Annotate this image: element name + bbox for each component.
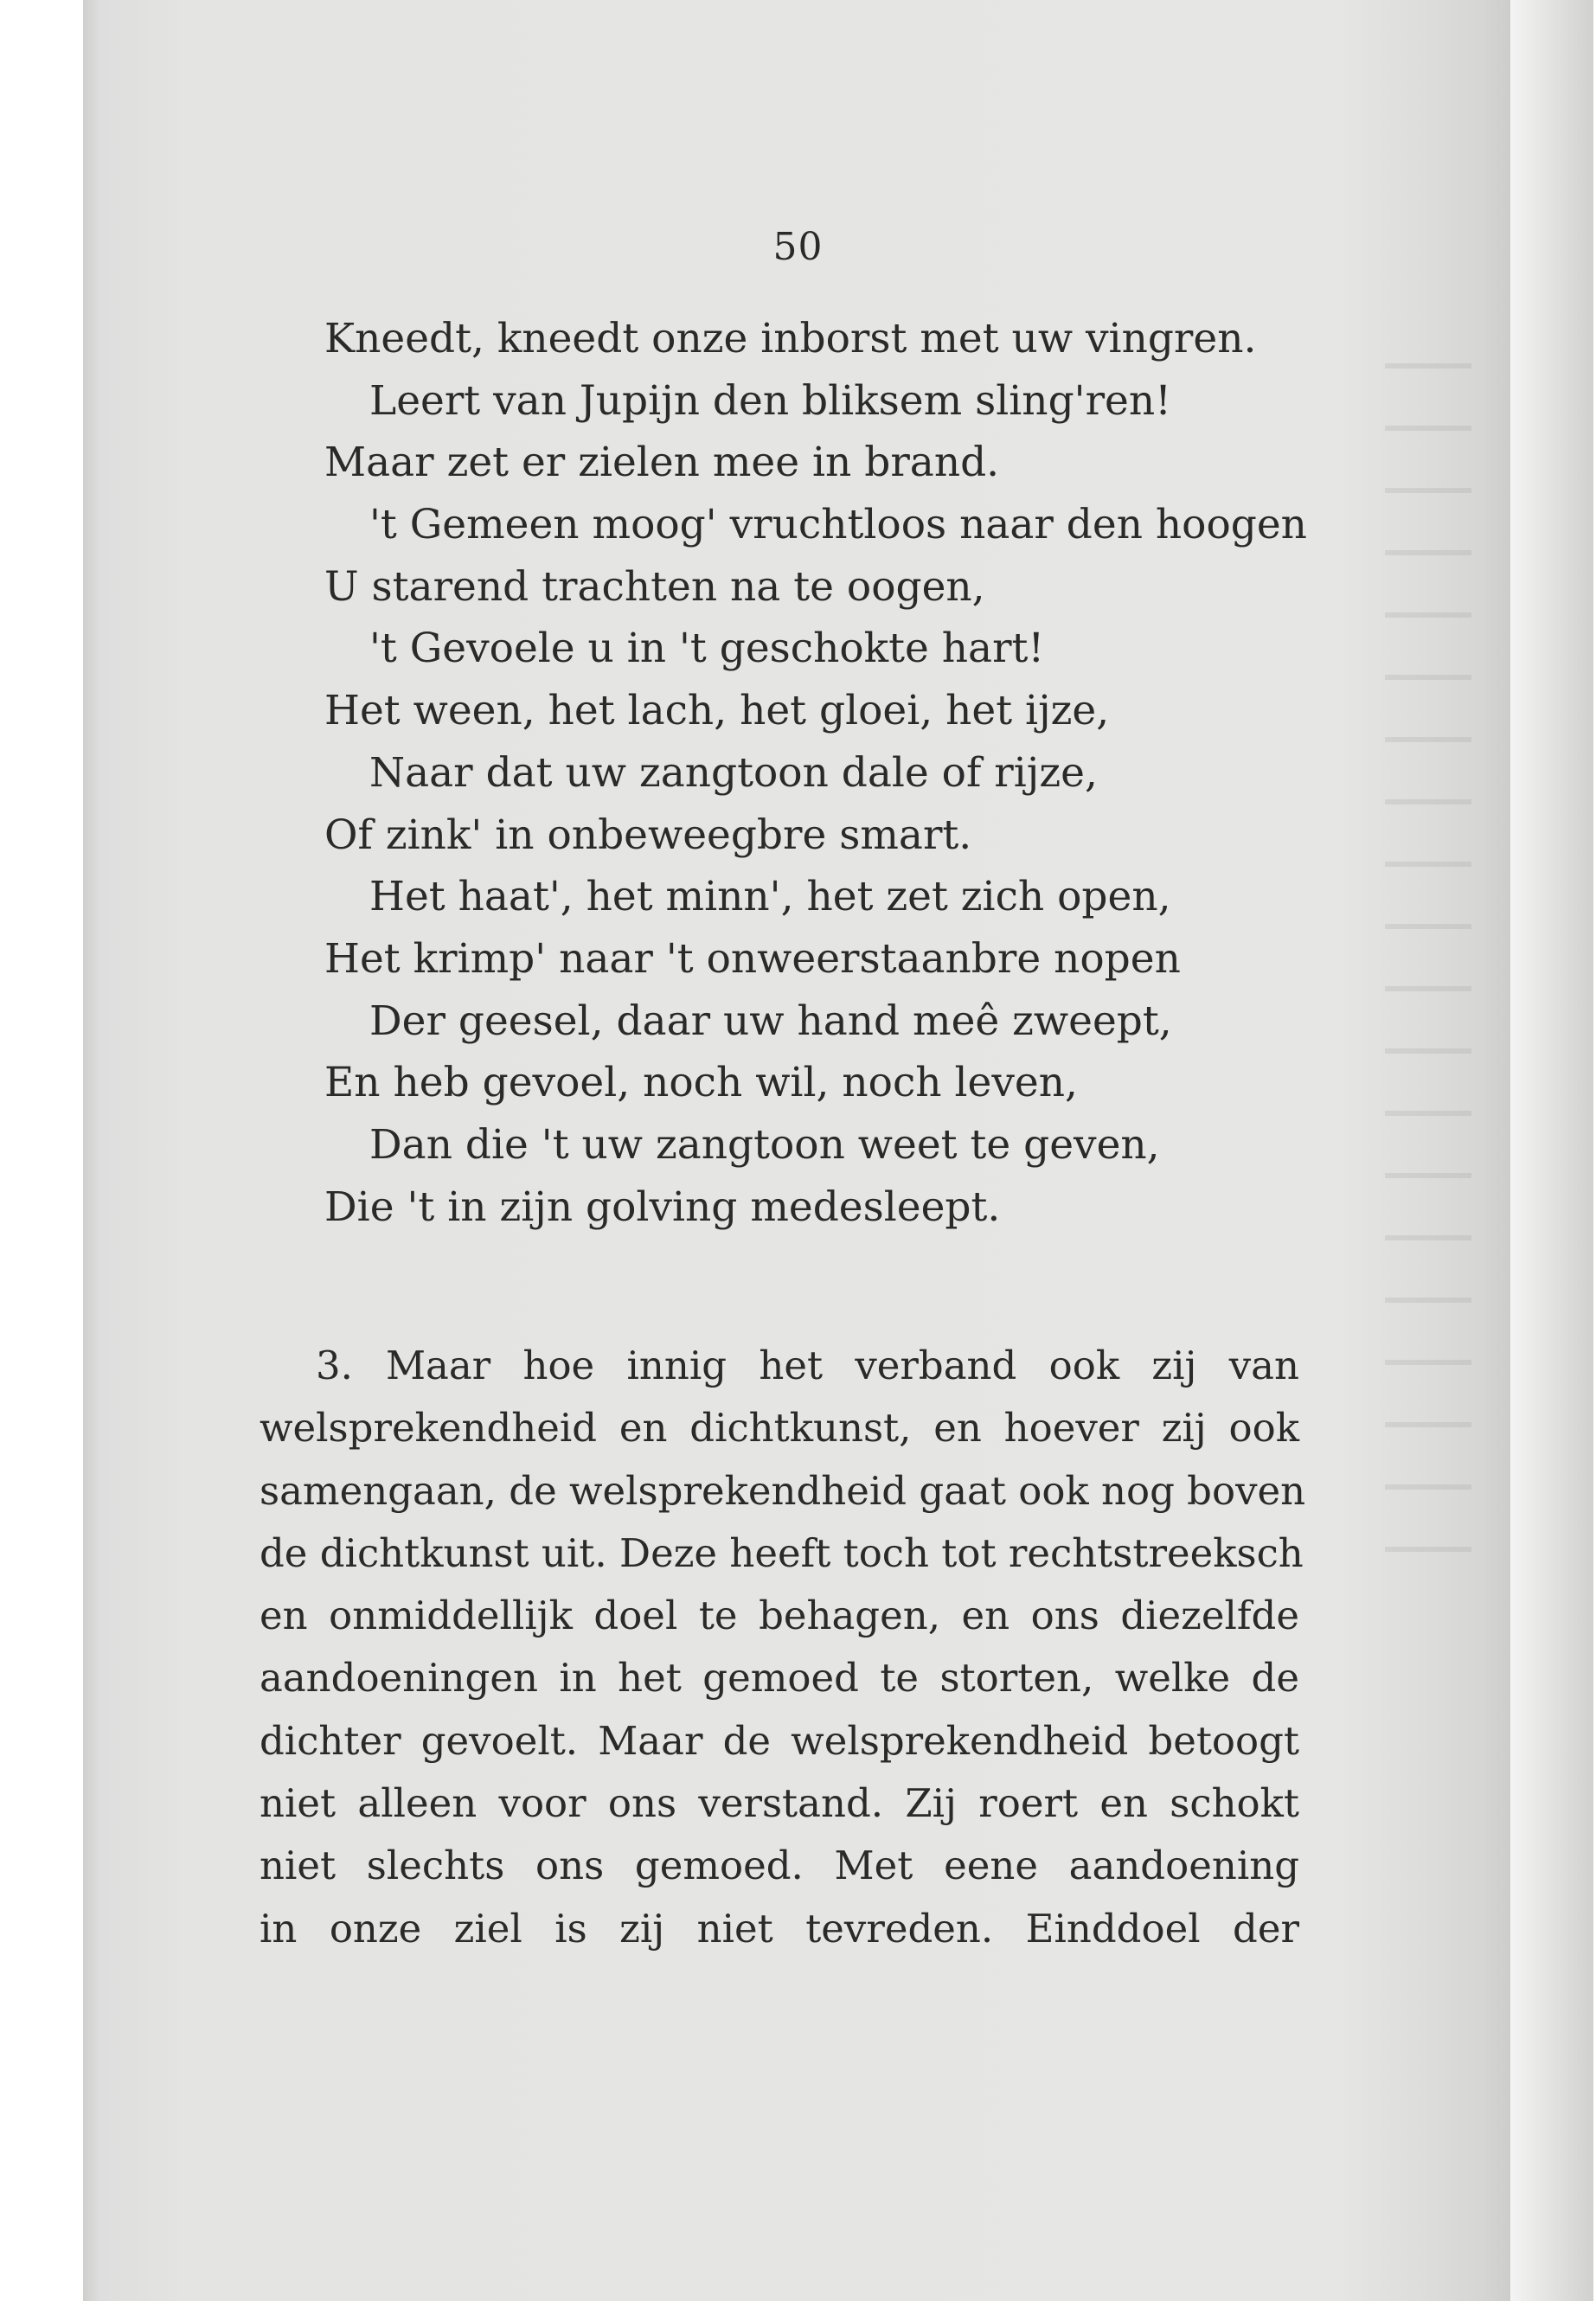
poem-line: Het krimp' naar 't onweerstaanbre nopen [324,934,1181,983]
paragraph-line: samengaan, de welsprekendheid gaat ook nog boven [260,1467,1306,1514]
poem [324,308,1362,1238]
paragraph-line: dichter gevoelt. Maar de welsprekendheid betoogt [260,1717,1299,1764]
section-paragraph [260,1335,1306,1960]
paragraph-line: niet slechts ons gemoed. Met eene aandoening [260,1843,1299,1889]
paragraph-line-text: Maar hoe innig het verband ook zij van [385,1343,1299,1388]
paragraph-line: de dichtkunst uit. Deze heeft toch tot rechtstreeksch [260,1529,1304,1576]
poem-line: Der geesel, daar uw hand meê zweept, [369,997,1172,1045]
poem-line: Het ween, het lach, het gloei, het ijze, [324,687,1110,735]
paragraph-line: en onmiddellijk doel te behagen, en ons diezelfde [260,1593,1299,1639]
poem-line: Het haat', het minn', het zet zich open, [369,873,1171,921]
paragraph-line [260,1335,1299,1397]
page-edge-shadow [1484,0,1593,2301]
paragraph-line: aandoeningen in het gemoed te storten, welke de [260,1655,1299,1702]
poem-line: Naar dat uw zangtoon dale of rijze, [369,748,1098,797]
poem-line: 't Gemeen moog' vruchtloos naar den hoogen [369,501,1307,549]
poem-line: Leert van Jupijn den bliksem sling'ren! [369,376,1172,425]
page-number: 50 [772,225,824,269]
poem-line: Of zink' in onbeweegbre smart. [324,811,972,859]
poem-line: Kneedt, kneedt onze inborst met uw vingren. [324,315,1257,362]
paragraph-line: in onze ziel is zij niet tevreden. Einddoel der [260,1905,1299,1952]
paragraph-line: welsprekendheid en dichtkunst, en hoever zij ook [260,1405,1299,1452]
poem-line: 't Gevoele u in 't geschokte hart! [369,625,1045,673]
section-number: 3. [316,1343,353,1388]
poem-line: Dan die 't uw zangtoon weet te geven, [369,1120,1160,1169]
paragraph-line: niet alleen voor ons verstand. Zij roert en schokt [260,1780,1299,1827]
show-through-text [1385,329,1471,1583]
poem-line: En heb gevoel, noch wil, noch leven, [324,1059,1078,1107]
poem-line: Maar zet er zielen mee in brand. [324,439,1000,487]
poem-line: U starend trachten na te oogen, [324,562,985,611]
poem-line: Die 't in zijn golving medesleept. [324,1183,1001,1231]
